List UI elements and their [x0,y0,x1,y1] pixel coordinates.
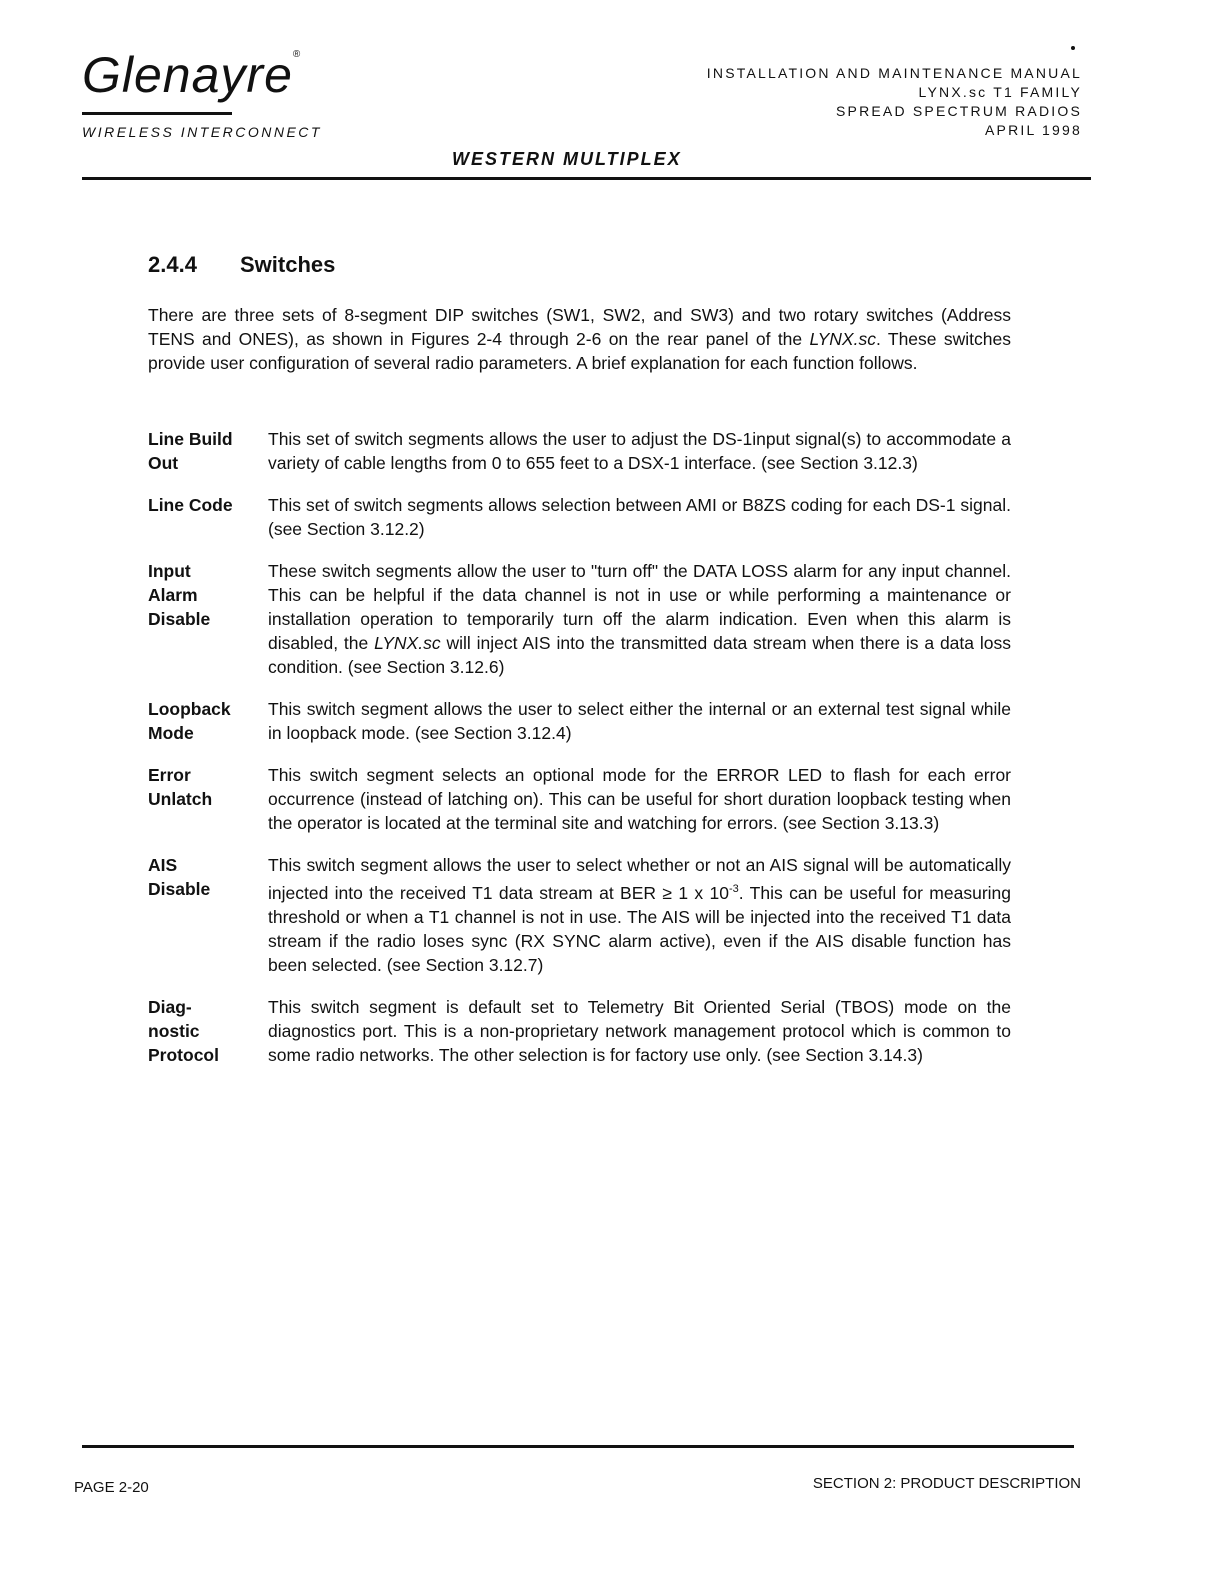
logo-tagline: WIRELESS INTERCONNECT [82,124,322,140]
intro-paragraph: There are three sets of 8-segment DIP switches (SW1, SW2, and SW3) and two rotary switches (Address TENS and ONES), as shown in Figures 2-4 through 2-6 on the rear panel of the LYNX.sc. These switches provide user configuration of several radio parameters. A brief explanation for each function follows. [148,305,1011,373]
manual-title-block [707,64,1082,140]
definition-item [148,559,1011,679]
definition-text: This switch segment allows the user to select either the internal or an external test signal while in loopback mode. (see Section 3.12.4) [268,699,1011,743]
footer-rule [82,1445,1074,1448]
scan-mark [1071,46,1075,50]
definition-term: Input Alarm Disable [148,561,211,629]
definition-item [148,853,1011,977]
definition-term: Line Code [148,495,233,515]
definition-text: This set of switch segments allows selection between AMI or B8ZS coding for each DS-1 signal. (see Section 3.12.2) [268,495,1011,539]
definition-text: This switch segment selects an optional mode for the ERROR LED to flash for each error occurrence (instead of latching on). This can be useful for short duration loopback testing when the operator is located at the terminal site and watching for errors. (see Section 3.13.3) [268,765,1011,833]
definition-list [148,427,1011,1085]
definition-text: These switch segments allow the user to "turn off" the DATA LOSS alarm for any input channel. This can be helpful if the data channel is not in use or while performing a maintenance or installation operation to temporarily turn off the alarm indication. Even when this alarm is disabled, the LYNX.sc will inject AIS into the transmitted data stream when there is a data loss condition. (see Section 3.12.6) [268,561,1011,677]
definition-term: Error Unlatch [148,765,213,809]
section-title: Switches [240,252,336,277]
section-heading [148,252,335,278]
manual-title-line: LYNX.sc T1 FAMILY [918,84,1082,100]
section-number: 2.4.4 [148,252,197,277]
company-logo: Glenayre® [82,47,302,103]
logo-underline [82,112,232,115]
definition-term: Diag- nostic Protocol [148,996,219,1065]
manual-title-line: SPREAD SPECTRUM RADIOS [836,103,1082,119]
definition-text: This set of switch segments allows the user to adjust the DS-1input signal(s) to accommodate a variety of cable lengths from 0 to 655 feet to a DSX-1 interface. (see Section 3.12.3) [268,429,1011,473]
division-name: WESTERN MULTIPLEX [452,149,682,169]
definition-text: This switch segment is default set to Telemetry Bit Oriented Serial (TBOS) mode on the diagnostics port. This is a non-proprietary network management protocol which is common to some radio networks. The other selection is for factory use only. (see Section 3.14.3) [268,996,1011,1065]
definition-item [148,427,1011,475]
definition-term: Line Build Out [148,429,233,473]
definition-text: This switch segment allows the user to select whether or not an AIS signal will be automatically injected into the received T1 data stream at BER ≥ 1 x $10^{-3}$. This can be useful for measuring threshold or when a T1 channel is not in use. The AIS will be injected into the received T1 data stream if the radio loses sync (RX SYNC alarm active), even if the AIS disable function has been selected. (see Section 3.12.7) [268,855,1011,975]
definition-item [148,763,1011,835]
manual-date: APRIL 1998 [985,122,1082,138]
manual-title-line: INSTALLATION AND MAINTENANCE MANUAL [706,65,1082,81]
footer-section: SECTION 2: PRODUCT DESCRIPTION [812,1475,1081,1492]
definition-term: AIS Disable [148,855,211,899]
definition-item [148,995,1011,1067]
page-number: PAGE 2-20 [74,1479,149,1496]
definition-term: Loopback Mode [148,699,231,743]
definition-item [148,697,1011,745]
definition-item [148,493,1011,541]
header-rule [82,177,1091,180]
